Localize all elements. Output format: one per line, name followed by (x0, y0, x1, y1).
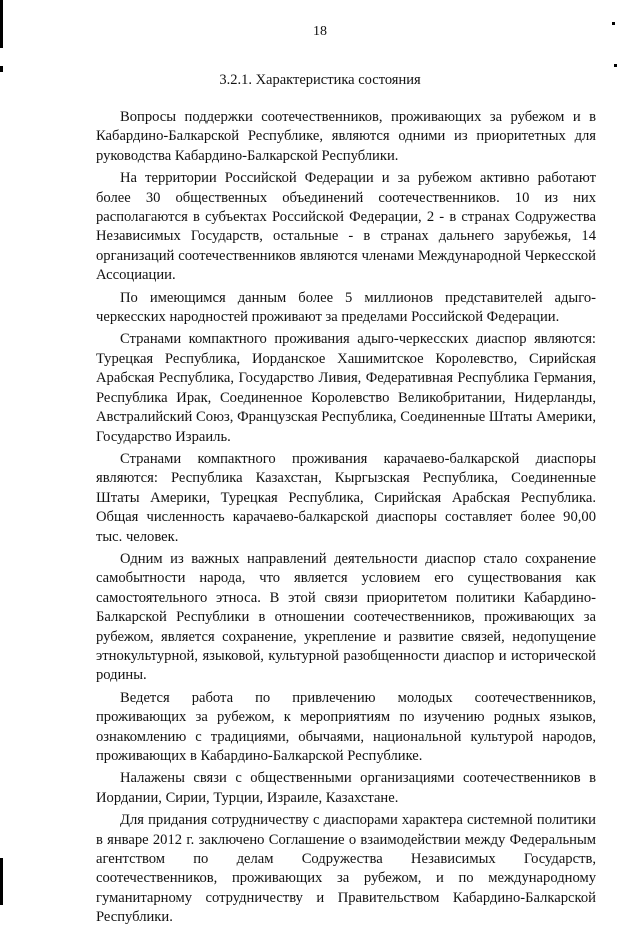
paragraph-8: Налажены связи с общественными организациями соотечественников в Иордании, Сирии, Турции, Израиле, Казахстане. (96, 770, 596, 806)
page-number: 18 (313, 24, 327, 39)
paragraph-4: Странами компактного проживания адыго-черкесских диаспор являются: Турецкая Республика, Иорданское Хашимитское Королевство, Сирийская Арабская Республика, Государство Ливия, Федеративная Республика Германия, Республика Ирак, Соединенное Королевство Великобритании, Нидерланды, Австралийский Союз, Французская Республика, Соединенные Штаты Америки, Государство Израиль. (96, 331, 596, 445)
paragraph-6: Одним из важных направлений деятельности диаспор стало сохранение самобытности народа, что является условием его существования как самостоятельного этноса. В этой связи приоритетом политики Кабардино-Балкарской Республики в отношении соотечественников, проживающих за рубежом, является сохранение, укрепление и развитие связей, недопущение этнокультурной, языковой, культурной разобщенности диаспор и исторической родины. (96, 550, 596, 684)
scan-mark-right-dot-1 (612, 22, 615, 25)
paragraph-1: Вопросы поддержки соотечественников, проживающих за рубежом и в Кабардино-Балкарской Республике, являются одними из приоритетных для руководства Кабардино-Балкарской Республики. (96, 109, 596, 164)
paragraph-5: Странами компактного проживания карачаево-балкарской диаспоры являются: Республика Казахстан, Кыргызская Республика, Соединенные Штаты Америки, Турецкая Республика, Сирийская Арабская Республика. Общая численность карачаево-балкарской диаспоры составляет более 90,00 тыс. человек. (96, 450, 596, 545)
scan-mark-left-bottom (0, 858, 3, 905)
paragraph-2: На территории Российской Федерации и за рубежом активно работают более 30 общественных объединений соотечественников. 10 из них располагаются в субъектах Российской Федерации, 2 - в странах Содружества Независимых Государств, остальные - в странах дальнего зарубежья, 14 организаций соотечественников являются членами Международной Черкесской Ассоциации. (96, 170, 596, 284)
section-title: 3.2.1. Характеристика состояния (219, 72, 421, 88)
scan-mark-left-top-dot (0, 66, 3, 72)
paragraph-3: По имеющимся данным более 5 миллионов представителей адыго-черкесских народностей проживают за пределами Российской Федерации. (96, 289, 596, 326)
paragraph-9: Для придания сотрудничеству с диаспорами характера системной политики в январе 2012 г. заключено Соглашение о взаимодействии между Федеральным агентством по делам Содружества Независимых Государств, соотечественников, проживающих за рубежом, и по международному гуманитарному сотрудничеству и Правительством Кабардино-Балкарской Республики. (96, 812, 596, 926)
paragraph-7: Ведется работа по привлечению молодых соотечественников, проживающих за рубежом, к мероприятиям по изучению родных языков, ознакомлению с традициями, обычаями, национальной культурой народов, проживающих в Кабардино-Балкарской Республике. (96, 689, 596, 764)
scan-mark-right-dot-2 (614, 64, 617, 67)
body-text (96, 108, 596, 931)
scan-mark-left-top (0, 0, 3, 48)
